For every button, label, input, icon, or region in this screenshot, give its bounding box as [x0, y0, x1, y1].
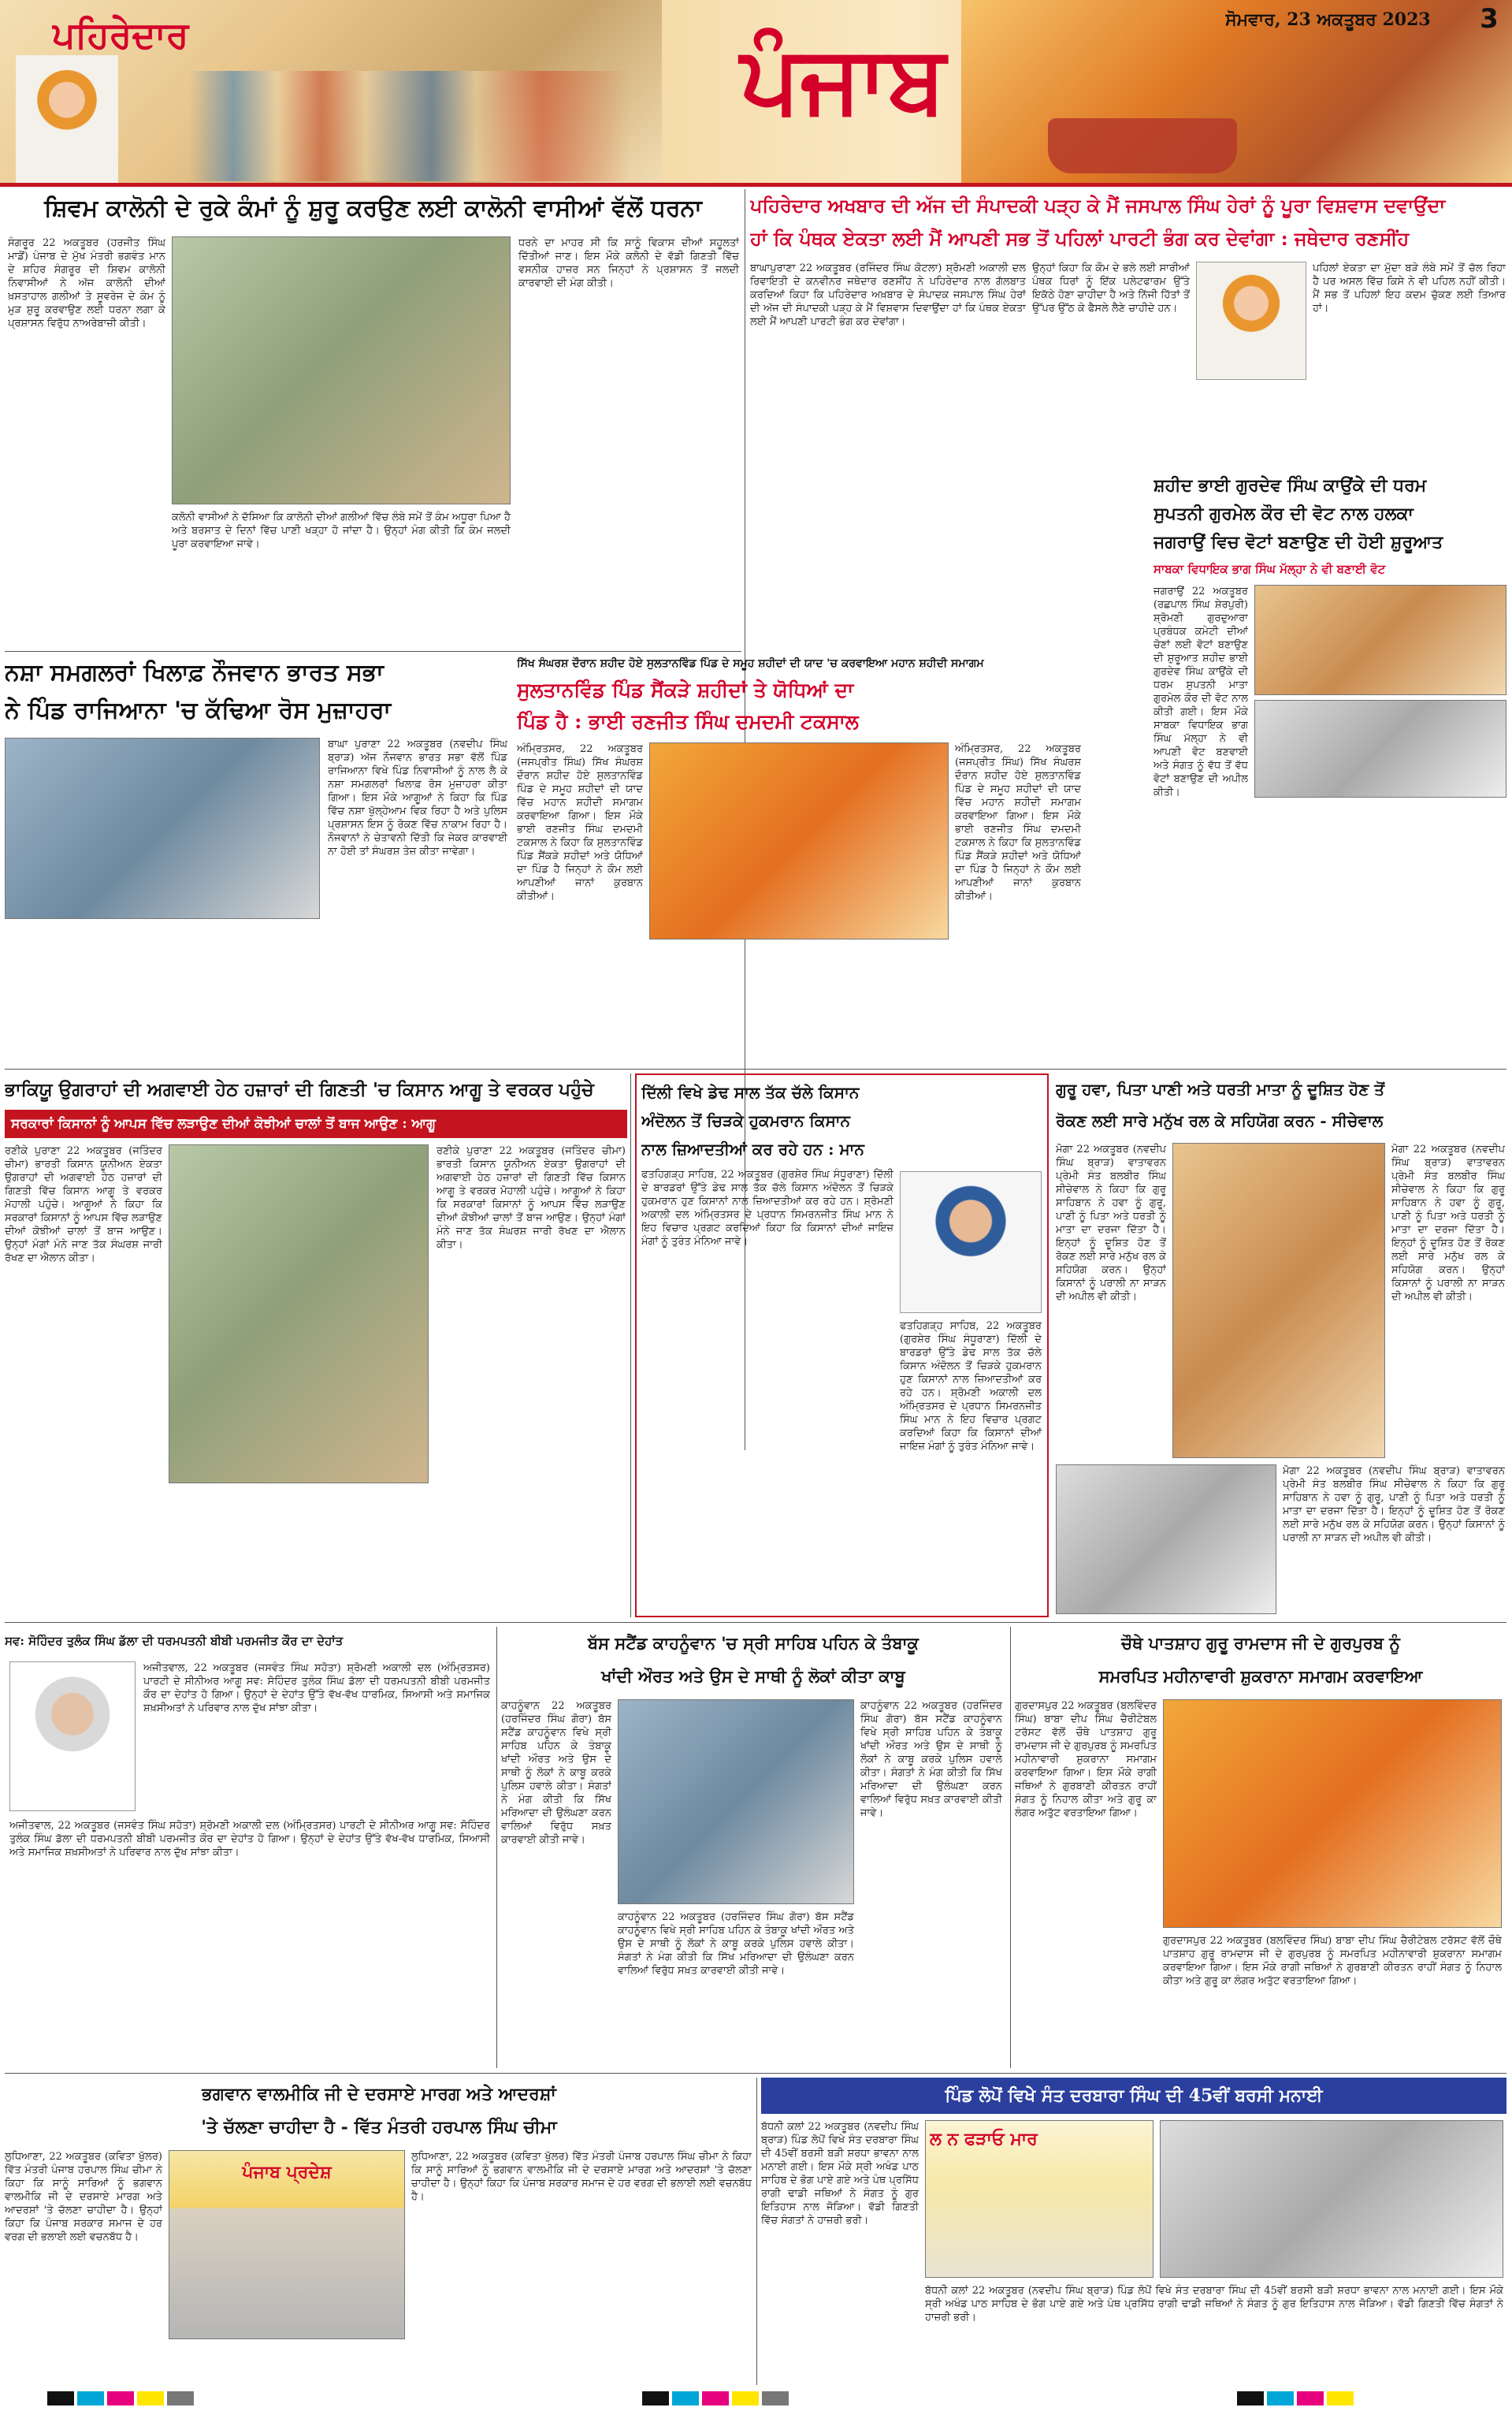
- section-title: ਪੰਜਾਬ: [740, 24, 946, 133]
- headline: ਸ਼ਹੀਦ ਭਾਈ ਗੁਰਦੇਵ ਸਿੰਘ ਕਾਉਂਕੇ ਦੀ ਧਰਮ: [1154, 475, 1427, 496]
- headline: ਨਸ਼ਾ ਸਮਗਲਰਾਂ ਖਿਲਾਫ਼ ਨੌਜਵਾਨ ਭਾਰਤ ਸਭਾ: [5, 659, 384, 686]
- headline: ਸਵ: ਸੋਹਿੰਦਰ ਤੁਲੰਕ ਸਿੰਘ ਡੱਲਾ ਦੀ ਧਰਮਪਤਨੀ ਬੀਬੀ ਪਰਮਜੀਤ ਕੌਰ ਦਾ ਦੇਹਾਂਤ: [5, 1634, 344, 1648]
- article-body: ਰਣੀਕੇ ਪੁਰਾਣਾ 22 ਅਕਤੂਬਰ (ਜਤਿੰਦਰ ਚੀਮਾ) ਭਾਰਤੀ ਕਿਸਾਨ ਯੂਨੀਅਨ ਏਕਤਾ ਉਗਰਾਹਾਂ ਦੀ ਅਗਵਾਈ ਹੇਠ ਹਜ਼ਾਰਾਂ ਦੀ ਗਿਣਤੀ ਵਿੱਚ ਕਿਸਾਨ ਆਗੂ ਤੇ ਵਰਕਰ ਮੋਹਾਲੀ ਪਹੁੰਚੇ। ਆਗੂਆਂ ਨੇ ਕਿਹਾ ਕਿ ਸਰਕਾਰਾਂ ਕਿਸਾਨਾਂ ਨੂੰ ਆਪਸ ਵਿੱਚ ਲੜਾਉਣ ਦੀਆਂ ਕੋਝੀਆਂ ਚਾਲਾਂ ਤੋਂ ਬਾਜ ਆਉਣ। ਉਨ੍ਹਾਂ ਮੰਗਾਂ ਮੰਨੇ ਜਾਣ ਤੱਕ ਸੰਘਰਸ਼ ਜਾਰੀ ਰੱਖਣ ਦਾ ਐਲਾਨ ਕੀਤਾ।: [5, 1145, 162, 1264]
- headline: ਦਿੱਲੀ ਵਿਖੇ ਡੇਢ ਸਾਲ ਤੱਕ ਚੱਲੇ ਕਿਸਾਨ: [641, 1083, 860, 1102]
- article-obituary: [5, 1627, 493, 2068]
- article-body: ਕਾਹਨੂੰਵਾਨ 22 ਅਕਤੂਬਰ (ਹਰਜਿੰਦਰ ਸਿੰਘ ਗੋਰਾ) ਬੱਸ ਸਟੈਂਡ ਕਾਹਨੂੰਵਾਨ ਵਿਖੇ ਸ੍ਰੀ ਸਾਹਿਬ ਪਹਿਨ ਕੇ ਤੰਬਾਕੂ ਖਾਂਦੀ ਔਰਤ ਅਤੇ ਉਸ ਦੇ ਸਾਥੀ ਨੂੰ ਲੋਕਾਂ ਨੇ ਕਾਬੂ ਕਰਕੇ ਪੁਲਿਸ ਹਵਾਲੇ ਕੀਤਾ। ਸੰਗਤਾਂ ਨੇ ਮੰਗ ਕੀਤੀ ਕਿ ਸਿੱਖ ਮਰਿਆਦਾ ਦੀ ਉਲੰਘਣਾ ਕਰਨ ਵਾਲਿਆਂ ਵਿਰੁੱਧ ਸਖ਼ਤ ਕਾਰਵਾਈ ਕੀਤੀ ਜਾਵੇ।: [860, 1700, 1002, 1819]
- masthead: [0, 0, 1512, 183]
- headline: 'ਤੇ ਚੱਲਣਾ ਚਾਹੀਦਾ ਹੈ - ਵਿੱਤ ਮੰਤਰੀ ਹਰਪਾਲ ਸਿੰਘ ਚੀਮਾ: [201, 2117, 557, 2138]
- article-body: ਅੰਮ੍ਰਿਤਸਰ, 22 ਅਕਤੂਬਰ (ਜਸਪ੍ਰੀਤ ਸਿੰਘ) ਸਿੱਖ ਸੰਘਰਸ਼ ਦੌਰਾਨ ਸ਼ਹੀਦ ਹੋਏ ਸੁਲਤਾਨਵਿੰਡ ਪਿੰਡ ਦੇ ਸਮੂਹ ਸ਼ਹੀਦਾਂ ਦੀ ਯਾਦ ਵਿੱਚ ਮਹਾਨ ਸ਼ਹੀਦੀ ਸਮਾਗਮ ਕਰਵਾਇਆ ਗਿਆ। ਇਸ ਮੌਕੇ ਭਾਈ ਰਣਜੀਤ ਸਿੰਘ ਦਮਦਮੀ ਟਕਸਾਲ ਨੇ ਕਿਹਾ ਕਿ ਸੁਲਤਾਨਵਿੰਡ ਪਿੰਡ ਸੈਂਕੜੇ ਸ਼ਹੀਦਾਂ ਅਤੇ ਯੋਧਿਆਂ ਦਾ ਪਿੰਡ ਹੈ ਜਿਨ੍ਹਾਂ ਨੇ ਕੌਮ ਲਈ ਆਪਣੀਆਂ ਜਾਨਾਂ ਕੁਰਬਾਨ ਕੀਤੀਆਂ।: [955, 743, 1081, 902]
- barsi-photo-sangat: [1160, 2120, 1503, 2278]
- page-number: 3: [1480, 3, 1499, 35]
- article-mann-statement: [635, 1073, 1049, 1617]
- article-shivam-colony: [5, 189, 741, 646]
- article-body: ਧਰਨੇ ਦਾ ਮਾਹਰ ਸੀ ਕਿ ਸਾਨੂੰ ਵਿਕਾਸ ਦੀਆਂ ਸਹੂਲਤਾਂ ਦਿੱਤੀਆਂ ਜਾਣ। ਇਸ ਮੌਕੇ ਕਲੋਨੀ ਦੇ ਵੱਡੀ ਗਿਣਤੀ ਵਿੱਚ ਵਸਨੀਕ ਹਾਜ਼ਰ ਸਨ ਜਿਨ੍ਹਾਂ ਨੇ ਪ੍ਰਸ਼ਾਸਨ ਤੋਂ ਜਲਦੀ ਕਾਰਵਾਈ ਦੀ ਮੰਗ ਕੀਤੀ।: [518, 237, 739, 289]
- rally-photo: [5, 738, 320, 919]
- article-body: ਕਾਹਨੂੰਵਾਨ 22 ਅਕਤੂਬਰ (ਹਰਜਿੰਦਰ ਸਿੰਘ ਗੋਰਾ) ਬੱਸ ਸਟੈਂਡ ਕਾਹਨੂੰਵਾਨ ਵਿਖੇ ਸ੍ਰੀ ਸਾਹਿਬ ਪਹਿਨ ਕੇ ਤੰਬਾਕੂ ਖਾਂਦੀ ਔਰਤ ਅਤੇ ਉਸ ਦੇ ਸਾਥੀ ਨੂੰ ਲੋਕਾਂ ਨੇ ਕਾਬੂ ਕਰਕੇ ਪੁਲਿਸ ਹਵਾਲੇ ਕੀਤਾ। ਸੰਗਤਾਂ ਨੇ ਮੰਗ ਕੀਤੀ ਕਿ ਸਿੱਖ ਮਰਿਆਦਾ ਦੀ ਉਲੰਘਣਾ ਕਰਨ ਵਾਲਿਆਂ ਵਿਰੁੱਧ ਸਖ਼ਤ ਕਾਰਵਾਈ ਕੀਤੀ ਜਾਵੇ।: [618, 1911, 854, 1977]
- article-lopon-barsi: [761, 2078, 1506, 2385]
- article-body: ਅਜੀਤਵਾਲ, 22 ਅਕਤੂਬਰ (ਜਸਵੰਤ ਸਿੰਘ ਸਹੋਤਾ) ਸ਼੍ਰੋਮਣੀ ਅਕਾਲੀ ਦਲ (ਅੰਮ੍ਰਿਤਸਰ) ਪਾਰਟੀ ਦੇ ਸੀਨੀਅਰ ਆਗੂ ਸਵ: ਸੋਹਿੰਦਰ ਤੁਲੰਕ ਸਿੰਘ ਡੱਲਾ ਦੀ ਧਰਮਪਤਨੀ ਬੀਬੀ ਪਰਮਜੀਤ ਕੌਰ ਦਾ ਦੇਹਾਂਤ ਹੋ ਗਿਆ। ਉਨ੍ਹਾਂ ਦੇ ਦੇਹਾਂਤ ਉੱਤੇ ਵੱਖ-ਵੱਖ ਧਾਰਮਿਕ, ਸਿਆਸੀ ਅਤੇ ਸਮਾਜਿਕ ਸ਼ਖ਼ਸੀਅਤਾਂ ਨੇ ਪਰਿਵਾਰ ਨਾਲ ਦੁੱਖ ਸਾਂਝਾ ਕੀਤਾ।: [143, 1662, 490, 1714]
- headline: ਰੋਕਣ ਲਈ ਸਾਰੇ ਮਨੁੱਖ ਰਲ ਕੇ ਸਹਿਯੋਗ ਕਰਨ - ਸੀਚੇਵਾਲ: [1056, 1111, 1384, 1130]
- subhead-band: ਸਰਕਾਰਾਂ ਕਿਸਾਨਾਂ ਨੂੰ ਆਪਸ ਵਿੱਚ ਲੜਾਉਣ ਦੀਆਂ ਕੋਝੀਆਂ ਚਾਲਾਂ ਤੋਂ ਬਾਜ ਆਉਣ : ਆਗੂ: [5, 1110, 627, 1138]
- article-body: ਅੰਮ੍ਰਿਤਸਰ, 22 ਅਕਤੂਬਰ (ਜਸਪ੍ਰੀਤ ਸਿੰਘ) ਸਿੱਖ ਸੰਘਰਸ਼ ਦੌਰਾਨ ਸ਼ਹੀਦ ਹੋਏ ਸੁਲਤਾਨਵਿੰਡ ਪਿੰਡ ਦੇ ਸਮੂਹ ਸ਼ਹੀਦਾਂ ਦੀ ਯਾਦ ਵਿੱਚ ਮਹਾਨ ਸ਼ਹੀਦੀ ਸਮਾਗਮ ਕਰਵਾਇਆ ਗਿਆ। ਇਸ ਮੌਕੇ ਭਾਈ ਰਣਜੀਤ ਸਿੰਘ ਦਮਦਮੀ ਟਕਸਾਲ ਨੇ ਕਿਹਾ ਕਿ ਸੁਲਤਾਨਵਿੰਡ ਪਿੰਡ ਸੈਂਕੜੇ ਸ਼ਹੀਦਾਂ ਅਤੇ ਯੋਧਿਆਂ ਦਾ ਪਿੰਡ ਹੈ ਜਿਨ੍ਹਾਂ ਨੇ ਕੌਮ ਲਈ ਆਪਣੀਆਂ ਜਾਨਾਂ ਕੁਰਬਾਨ ਕੀਤੀਆਂ।: [517, 743, 643, 902]
- valmiki-banner: ਪੰਜਾਬ ਪ੍ਰਦੇਸ਼: [242, 2162, 332, 2182]
- article-body: ਫਤਹਿਗੜ੍ਹ ਸਾਹਿਬ, 22 ਅਕਤੂਬਰ (ਗੁਰਸ਼ੇਰ ਸਿੰਘ ਸੰਧੂਰਾਣਾ) ਦਿੱਲੀ ਦੇ ਬਾਰਡਰਾਂ ਉੱਤੇ ਡੇਢ ਸਾਲ ਤੱਕ ਚੱਲੇ ਕਿਸਾਨ ਅੰਦੋਲਨ ਤੋਂ ਚਿੜਕੇ ਹੁਕਮਰਾਨ ਹੁਣ ਕਿਸਾਨਾਂ ਨਾਲ ਜ਼ਿਆਦਤੀਆਂ ਕਰ ਰਹੇ ਹਨ। ਸ਼੍ਰੋਮਣੀ ਅਕਾਲੀ ਦਲ ਅੰਮ੍ਰਿਤਸਰ ਦੇ ਪ੍ਰਧਾਨ ਸਿਮਰਨਜੀਤ ਸਿੰਘ ਮਾਨ ਨੇ ਇਹ ਵਿਚਾਰ ਪ੍ਰਗਟ ਕਰਦਿਆਂ ਕਿਹਾ ਕਿ ਕਿਸਾਨਾਂ ਦੀਆਂ ਜਾਇਜ਼ ਮੰਗਾਂ ਨੂੰ ਤੁਰੰਤ ਮੰਨਿਆ ਜਾਵੇ।: [641, 1169, 893, 1248]
- article-guru-ramdas: [1015, 1627, 1506, 2068]
- farmers-photo: [169, 1144, 429, 1483]
- article-body: ਫਤਹਿਗੜ੍ਹ ਸਾਹਿਬ, 22 ਅਕਤੂਬਰ (ਗੁਰਸ਼ੇਰ ਸਿੰਘ ਸੰਧੂਰਾਣਾ) ਦਿੱਲੀ ਦੇ ਬਾਰਡਰਾਂ ਉੱਤੇ ਡੇਢ ਸਾਲ ਤੱਕ ਚੱਲੇ ਕਿਸਾਨ ਅੰਦੋਲਨ ਤੋਂ ਚਿੜਕੇ ਹੁਕਮਰਾਨ ਹੁਣ ਕਿਸਾਨਾਂ ਨਾਲ ਜ਼ਿਆਦਤੀਆਂ ਕਰ ਰਹੇ ਹਨ। ਸ਼੍ਰੋਮਣੀ ਅਕਾਲੀ ਦਲ ਅੰਮ੍ਰਿਤਸਰ ਦੇ ਪ੍ਰਧਾਨ ਸਿਮਰਨਜੀਤ ਸਿੰਘ ਮਾਨ ਨੇ ਇਹ ਵਿਚਾਰ ਪ੍ਰਗਟ ਕਰਦਿਆਂ ਕਿਹਾ ਕਿ ਕਿਸਾਨਾਂ ਦੀਆਂ ਜਾਇਜ਼ ਮੰਗਾਂ ਨੂੰ ਤੁਰੰਤ ਮੰਨਿਆ ਜਾਵੇ।: [900, 1320, 1042, 1453]
- column-divider: [1010, 1627, 1011, 2068]
- article-body: ਮੋਗਾ 22 ਅਕਤੂਬਰ (ਨਵਦੀਪ ਸਿੰਘ ਬ੍ਰਾੜ) ਵਾਤਾਵਰਨ ਪ੍ਰੇਮੀ ਸੰਤ ਬਲਬੀਰ ਸਿੰਘ ਸੀਚੇਵਾਲ ਨੇ ਕਿਹਾ ਕਿ ਗੁਰੂ ਸਾਹਿਬਾਨ ਨੇ ਹਵਾ ਨੂੰ ਗੁਰੂ, ਪਾਣੀ ਨੂੰ ਪਿਤਾ ਅਤੇ ਧਰਤੀ ਨੂੰ ਮਾਤਾ ਦਾ ਦਰਜਾ ਦਿੱਤਾ ਹੈ। ਇਨ੍ਹਾਂ ਨੂੰ ਦੂਸ਼ਿਤ ਹੋਣ ਤੋਂ ਰੋਕਣ ਲਈ ਸਾਰੇ ਮਨੁੱਖ ਰਲ ਕੇ ਸਹਿਯੋਗ ਕਰਨ। ਉਨ੍ਹਾਂ ਕਿਸਾਨਾਂ ਨੂੰ ਪਰਾਲੀ ਨਾ ਸਾੜਨ ਦੀ ਅਪੀਲ ਵੀ ਕੀਤੀ।: [1056, 1144, 1166, 1303]
- masthead-tractor: [1048, 118, 1237, 173]
- row-divider: [5, 651, 741, 652]
- article-body: ਬੱਧਨੀ ਕਲਾਂ 22 ਅਕਤੂਬਰ (ਨਵਦੀਪ ਸਿੰਘ ਬ੍ਰਾੜ) ਪਿੰਡ ਲੋਪੋਂ ਵਿਖੇ ਸੰਤ ਦਰਬਾਰਾ ਸਿੰਘ ਦੀ 45ਵੀਂ ਬਰਸੀ ਬੜੀ ਸ਼ਰਧਾ ਭਾਵਨਾ ਨਾਲ ਮਨਾਈ ਗਈ। ਇਸ ਮੌਕੇ ਸ੍ਰੀ ਅਖੰਡ ਪਾਠ ਸਾਹਿਬ ਦੇ ਭੋਗ ਪਾਏ ਗਏ ਅਤੇ ਪੰਥ ਪ੍ਰਸਿੱਧ ਰਾਗੀ ਢਾਡੀ ਜਥਿਆਂ ਨੇ ਸੰਗਤ ਨੂੰ ਗੁਰ ਇਤਿਹਾਸ ਨਾਲ ਜੋੜਿਆ। ਵੱਡੀ ਗਿਣਤੀ ਵਿੱਚ ਸੰਗਤਾਂ ਨੇ ਹਾਜ਼ਰੀ ਭਰੀ।: [925, 2285, 1503, 2324]
- masthead-dancers: [189, 71, 630, 181]
- barsi-banner: ਲ ਨ ਫੜਾਓ ਮਾਰ: [930, 2129, 1038, 2149]
- column-divider: [496, 1627, 497, 2068]
- headline: ਗੁਰੂ ਹਵਾ, ਪਿਤਾ ਪਾਣੀ ਅਤੇ ਧਰਤੀ ਮਾਤਾ ਨੂੰ ਦੂਸ਼ਿਤ ਹੋਣ ਤੋਂ: [1056, 1080, 1385, 1099]
- article-body: ਲੁਧਿਆਣਾ, 22 ਅਕਤੂਬਰ (ਕਵਿਤਾ ਖੁੱਲਰ) ਵਿੱਤ ਮੰਤਰੀ ਪੰਜਾਬ ਹਰਪਾਲ ਸਿੰਘ ਚੀਮਾ ਨੇ ਕਿਹਾ ਕਿ ਸਾਨੂੰ ਸਾਰਿਆਂ ਨੂੰ ਭਗਵਾਨ ਵਾਲਮੀਕਿ ਜੀ ਦੇ ਦਰਸਾਏ ਮਾਰਗ ਅਤੇ ਆਦਰਸ਼ਾਂ 'ਤੇ ਚੱਲਣਾ ਚਾਹੀਦਾ ਹੈ। ਉਨ੍ਹਾਂ ਕਿਹਾ ਕਿ ਪੰਜਾਬ ਸਰਕਾਰ ਸਮਾਜ ਦੇ ਹਰ ਵਰਗ ਦੀ ਭਲਾਈ ਲਈ ਵਚਨਬੱਧ ਹੈ।: [411, 2151, 752, 2203]
- article-valmiki: [5, 2078, 753, 2385]
- seechewal-photo-2: [1056, 1464, 1276, 1614]
- headline: ਭਗਵਾਨ ਵਾਲਮੀਕਿ ਜੀ ਦੇ ਦਰਸਾਏ ਮਾਰਗ ਅਤੇ ਆਦਰਸ਼ਾਂ: [202, 2084, 556, 2104]
- kicker: ਸਾਬਕਾ ਵਿਧਾਇਕ ਭਾਗ ਸਿੰਘ ਮੱਲ੍ਹਾ ਨੇ ਵੀ ਬਣਾਈ ਵੋਟ: [1154, 562, 1386, 576]
- headline: ਪਿੰਡ ਹੈ : ਭਾਈ ਰਣਜੀਤ ਸਿੰਘ ਦਮਦਮੀ ਟਕਸਾਲ: [517, 710, 859, 733]
- article-body: ਰਣੀਕੇ ਪੁਰਾਣਾ 22 ਅਕਤੂਬਰ (ਜਤਿੰਦਰ ਚੀਮਾ) ਭਾਰਤੀ ਕਿਸਾਨ ਯੂਨੀਅਨ ਏਕਤਾ ਉਗਰਾਹਾਂ ਦੀ ਅਗਵਾਈ ਹੇਠ ਹਜ਼ਾਰਾਂ ਦੀ ਗਿਣਤੀ ਵਿੱਚ ਕਿਸਾਨ ਆਗੂ ਤੇ ਵਰਕਰ ਮੋਹਾਲੀ ਪਹੁੰਚੇ। ਆਗੂਆਂ ਨੇ ਕਿਹਾ ਕਿ ਸਰਕਾਰਾਂ ਕਿਸਾਨਾਂ ਨੂੰ ਆਪਸ ਵਿੱਚ ਲੜਾਉਣ ਦੀਆਂ ਕੋਝੀਆਂ ਚਾਲਾਂ ਤੋਂ ਬਾਜ ਆਉਣ। ਉਨ੍ਹਾਂ ਮੰਗਾਂ ਮੰਨੇ ਜਾਣ ਤੱਕ ਸੰਘਰਸ਼ ਜਾਰੀ ਰੱਖਣ ਦਾ ਐਲਾਨ ਕੀਤਾ।: [437, 1145, 626, 1251]
- headline: ਭਾਕਿਯੂ ਉਗਰਾਹਾਂ ਦੀ ਅਗਵਾਈ ਹੇਠ ਹਜ਼ਾਰਾਂ ਦੀ ਗਿਣਤੀ 'ਚ ਕਿਸਾਨ ਆਗੂ ਤੇ ਵਰਕਰ ਪਹੁੰਚੇ: [5, 1079, 594, 1100]
- article-body: ਬੱਧਨੀ ਕਲਾਂ 22 ਅਕਤੂਬਰ (ਨਵਦੀਪ ਸਿੰਘ ਬ੍ਰਾੜ) ਪਿੰਡ ਲੋਪੋਂ ਵਿਖੇ ਸੰਤ ਦਰਬਾਰਾ ਸਿੰਘ ਦੀ 45ਵੀਂ ਬਰਸੀ ਬੜੀ ਸ਼ਰਧਾ ਭਾਵਨਾ ਨਾਲ ਮਨਾਈ ਗਈ। ਇਸ ਮੌਕੇ ਸ੍ਰੀ ਅਖੰਡ ਪਾਠ ਸਾਹਿਬ ਦੇ ਭੋਗ ਪਾਏ ਗਏ ਅਤੇ ਪੰਥ ਪ੍ਰਸਿੱਧ ਰਾਗੀ ਢਾਡੀ ਜਥਿਆਂ ਨੇ ਸੰਗਤ ਨੂੰ ਗੁਰ ਇਤਿਹਾਸ ਨਾਲ ਜੋੜਿਆ। ਵੱਡੀ ਗਿਣਤੀ ਵਿੱਚ ਸੰਗਤਾਂ ਨੇ ਹਾਜ਼ਰੀ ਭਰੀ।: [761, 2121, 919, 2227]
- article-sultanwind: [517, 654, 1506, 1064]
- gurpurab-photo: [1163, 1699, 1502, 1928]
- article-body: ਮੋਗਾ 22 ਅਕਤੂਬਰ (ਨਵਦੀਪ ਸਿੰਘ ਬ੍ਰਾੜ) ਵਾਤਾਵਰਨ ਪ੍ਰੇਮੀ ਸੰਤ ਬਲਬੀਰ ਸਿੰਘ ਸੀਚੇਵਾਲ ਨੇ ਕਿਹਾ ਕਿ ਗੁਰੂ ਸਾਹਿਬਾਨ ਨੇ ਹਵਾ ਨੂੰ ਗੁਰੂ, ਪਾਣੀ ਨੂੰ ਪਿਤਾ ਅਤੇ ਧਰਤੀ ਨੂੰ ਮਾਤਾ ਦਾ ਦਰਜਾ ਦਿੱਤਾ ਹੈ। ਇਨ੍ਹਾਂ ਨੂੰ ਦੂਸ਼ਿਤ ਹੋਣ ਤੋਂ ਰੋਕਣ ਲਈ ਸਾਰੇ ਮਨੁੱਖ ਰਲ ਕੇ ਸਹਿਯੋਗ ਕਰਨ। ਉਨ੍ਹਾਂ ਕਿਸਾਨਾਂ ਨੂੰ ਪਰਾਲੀ ਨਾ ਸਾੜਨ ਦੀ ਅਪੀਲ ਵੀ ਕੀਤੀ।: [1391, 1144, 1505, 1303]
- article-body: ਕਲੋਨੀ ਵਾਸੀਆਂ ਨੇ ਦੱਸਿਆ ਕਿ ਕਾਲੋਨੀ ਦੀਆਂ ਗਲੀਆਂ ਵਿੱਚ ਲੰਬੇ ਸਮੇਂ ਤੋਂ ਕੰਮ ਅਧੂਰਾ ਪਿਆ ਹੈ ਅਤੇ ਬਰਸਾਤ ਦੇ ਦਿਨਾਂ ਵਿੱਚ ਪਾਣੀ ਖੜ੍ਹਾ ਹੋ ਜਾਂਦਾ ਹੈ। ਉਨ੍ਹਾਂ ਮੰਗ ਕੀਤੀ ਕਿ ਕੰਮ ਜਲਦੀ ਪੂਰਾ ਕਰਵਾਇਆ ਜਾਵੇ।: [172, 512, 511, 550]
- kicker: ਸਿੱਖ ਸੰਘਰਸ਼ ਦੌਰਾਨ ਸ਼ਹੀਦ ਹੋਏ ਸੁਲਤਾਨਵਿੰਡ ਪਿੰਡ ਦੇ ਸਮੂਹ ਸ਼ਹੀਦਾਂ ਦੀ ਯਾਦ 'ਚ ਕਰਵਾਇਆ ਮਹਾਨ ਸ਼ਹੀਦੀ ਸਮਾਗਮ: [517, 657, 984, 670]
- headline: ਜਗਰਾਉਂ ਵਿਚ ਵੋਟਾਂ ਬਣਾਉਣ ਦੀ ਹੋਈ ਸ਼ੁਰੂਆਤ: [1154, 532, 1443, 553]
- header-date: ਸੋਮਵਾਰ, 23 ਅਕਤੂਬਰ 2023: [1225, 9, 1431, 30]
- article-seechewal: [1056, 1073, 1506, 1617]
- ransinh-portrait: [1196, 262, 1306, 380]
- article-ransinh-interview: [750, 189, 1508, 465]
- article-body: ਉਨ੍ਹਾਂ ਕਿਹਾ ਕਿ ਕੌਮ ਦੇ ਭਲੇ ਲਈ ਸਾਰੀਆਂ ਪੰਥਕ ਧਿਰਾਂ ਨੂੰ ਇੱਕ ਪਲੇਟਫਾਰਮ ਉੱਤੇ ਇਕੱਠੇ ਹੋਣਾ ਚਾਹੀਦਾ ਹੈ ਅਤੇ ਨਿੱਜੀ ਹਿੱਤਾਂ ਤੋਂ ਉੱਪਰ ਉੱਠ ਕੇ ਫੈਸਲੇ ਲੈਣੇ ਚਾਹੀਦੇ ਹਨ।: [1032, 262, 1190, 314]
- brand-logo: ਪਹਿਰੇਦਾਰ: [52, 13, 189, 56]
- headline: ਸਮਰਪਿਤ ਮਹੀਨਾਵਾਰੀ ਸ਼ੁਕਰਾਨਾ ਸਮਾਗਮ ਕਰਵਾਇਆ: [1098, 1666, 1423, 1686]
- article-kahnuwan: [501, 1627, 1005, 2068]
- headline: ਬੱਸ ਸਟੈਂਡ ਕਾਹਨੂੰਵਾਨ 'ਚ ਸ੍ਰੀ ਸਾਹਿਬ ਪਹਿਨ ਕੇ ਤੰਬਾਕੂ: [587, 1633, 919, 1653]
- article-body: ਗੁਰਦਾਸਪੁਰ 22 ਅਕਤੂਬਰ (ਬਲਵਿੰਦਰ ਸਿੰਘ) ਬਾਬਾ ਦੀਪ ਸਿੰਘ ਚੈਰੀਟੇਬਲ ਟਰੱਸਟ ਵੱਲੋਂ ਚੌਥੇ ਪਾਤਸ਼ਾਹ ਗੁਰੂ ਰਾਮਦਾਸ ਜੀ ਦੇ ਗੁਰਪੁਰਬ ਨੂੰ ਸਮਰਪਿਤ ਮਹੀਨਾਵਾਰੀ ਸ਼ੁਕਰਾਨਾ ਸਮਾਗਮ ਕਰਵਾਇਆ ਗਿਆ। ਇਸ ਮੌਕੇ ਰਾਗੀ ਜਥਿਆਂ ਨੇ ਗੁਰਬਾਣੀ ਕੀਰਤਨ ਰਾਹੀਂ ਸੰਗਤ ਨੂੰ ਨਿਹਾਲ ਕੀਤਾ ਅਤੇ ਗੁਰੂ ਕਾ ਲੰਗਰ ਅਤੁੱਟ ਵਰਤਾਇਆ ਗਿਆ।: [1015, 1700, 1157, 1819]
- row-divider: [5, 1069, 1506, 1070]
- ceremony-photo: [649, 742, 949, 939]
- article-body: ਬਾਘਾ ਪੁਰਾਣਾ 22 ਅਕਤੂਬਰ (ਨਵਦੀਪ ਸਿੰਘ ਬ੍ਰਾੜ) ਅੱਜ ਨੌਜਵਾਨ ਭਾਰਤ ਸਭਾ ਵੱਲੋਂ ਪਿੰਡ ਰਾਜਿਆਨਾ ਵਿਖੇ ਪਿੰਡ ਨਿਵਾਸੀਆਂ ਨੂੰ ਨਾਲ ਲੈ ਕੇ ਨਸ਼ਾ ਸਮਗਲਰਾਂ ਖਿਲਾਫ਼ ਰੋਸ ਮੁਜ਼ਾਹਰਾ ਕੀਤਾ ਗਿਆ। ਇਸ ਮੌਕੇ ਆਗੂਆਂ ਨੇ ਕਿਹਾ ਕਿ ਪਿੰਡ ਵਿੱਚ ਨਸ਼ਾ ਖੁੱਲ੍ਹੇਆਮ ਵਿਕ ਰਿਹਾ ਹੈ ਅਤੇ ਪੁਲਿਸ ਪ੍ਰਸ਼ਾਸਨ ਇਸ ਨੂੰ ਰੋਕਣ ਵਿੱਚ ਨਾਕਾਮ ਰਿਹਾ ਹੈ। ਨੌਜਵਾਨਾਂ ਨੇ ਚੇਤਾਵਨੀ ਦਿੱਤੀ ਕਿ ਜੇਕਰ ਕਾਰਵਾਈ ਨਾ ਹੋਈ ਤਾਂ ਸੰਘਰਸ਼ ਤੇਜ਼ ਕੀਤਾ ਜਾਵੇਗਾ।: [328, 739, 507, 858]
- column-divider: [630, 1073, 631, 1617]
- headline: ਖਾਂਦੀ ਔਰਤ ਅਤੇ ਉਸ ਦੇ ਸਾਥੀ ਨੂੰ ਲੋਕਾਂ ਕੀਤਾ ਕਾਬੂ: [601, 1666, 905, 1686]
- headline-band: ਪਿੰਡ ਲੋਪੋਂ ਵਿਖੇ ਸੰਤ ਦਰਬਾਰਾ ਸਿੰਘ ਦੀ 45ਵੀਂ ਬਰਸੀ ਮਨਾਈ: [761, 2078, 1506, 2114]
- article-drug-protest: [5, 654, 509, 1064]
- obituary-portrait: [9, 1661, 136, 1811]
- headline: ਅੰਦੋਲਨ ਤੋਂ ਚਿੜਕੇ ਹੁਕਮਰਾਨ ਕਿਸਾਨ: [641, 1111, 851, 1130]
- headline: ਨਾਲ ਜ਼ਿਆਦਤੀਆਂ ਕਰ ਰਹੇ ਹਨ : ਮਾਨ: [641, 1140, 864, 1159]
- busstand-photo: [618, 1699, 854, 1904]
- headline: ਨੇ ਪਿੰਡ ਰਾਜਿਆਨਾ 'ਚ ਕੱਢਿਆ ਰੋਸ ਮੁਜ਼ਾਹਰਾ: [5, 697, 392, 724]
- headline: ਸੁਪਤਨੀ ਗੁਰਮੇਲ ਕੌਰ ਦੀ ਵੋਟ ਨਾਲ ਹਲਕਾ: [1154, 504, 1414, 524]
- article-body: ਸੰਗਰੂਰ 22 ਅਕਤੂਬਰ (ਹਰਜੀਤ ਸਿੰਘ ਮਾਡੋਂ) ਪੰਜਾਬ ਦੇ ਮੁੱਖ ਮੰਤਰੀ ਭਗਵੰਤ ਮਾਨ ਦੇ ਸ਼ਹਿਰ ਸੰਗਰੂਰ ਦੀ ਸ਼ਿਵਮ ਕਾਲੋਨੀ ਨਿਵਾਸੀਆਂ ਨੇ ਅੱਜ ਕਾਲੋਨੀ ਦੀਆਂ ਖ਼ਸਤਾਹਾਲ ਗਲੀਆਂ ਤੇ ਸੂਵਰੇਜ ਦੇ ਕੰਮ ਨੂੰ ਮੁੜ ਸ਼ੁਰੂ ਕਰਵਾਉਣ ਲਈ ਧਰਨਾ ਲਗਾ ਕੇ ਪ੍ਰਸ਼ਾਸਨ ਵਿਰੁੱਧ ਨਾਅਰੇਬਾਜ਼ੀ ਕੀਤੀ।: [8, 237, 165, 329]
- headline: ਪਹਿਰੇਦਾਰ ਅਖਬਾਰ ਦੀ ਅੱਜ ਦੀ ਸੰਪਾਦਕੀ ਪੜ੍ਹ ਕੇ ਮੈਂ ਜਸਪਾਲ ਸਿੰਘ ਹੇਰਾਂ ਨੂੰ ਪੂਰਾ ਵਿਸ਼ਵਾਸ ਦਵਾਉਂਦਾ: [750, 194, 1446, 217]
- headline: ਚੌਥੇ ਪਾਤਸ਼ਾਹ ਗੁਰੂ ਰਾਮਦਾਸ ਜੀ ਦੇ ਗੁਰਪੁਰਬ ਨੂੰ: [1121, 1633, 1400, 1653]
- article-farmers-mohali: [5, 1073, 627, 1617]
- article-body: ਕਾਹਨੂੰਵਾਨ 22 ਅਕਤੂਬਰ (ਹਰਜਿੰਦਰ ਸਿੰਘ ਗੋਰਾ) ਬੱਸ ਸਟੈਂਡ ਕਾਹਨੂੰਵਾਨ ਵਿਖੇ ਸ੍ਰੀ ਸਾਹਿਬ ਪਹਿਨ ਕੇ ਤੰਬਾਕੂ ਖਾਂਦੀ ਔਰਤ ਅਤੇ ਉਸ ਦੇ ਸਾਥੀ ਨੂੰ ਲੋਕਾਂ ਨੇ ਕਾਬੂ ਕਰਕੇ ਪੁਲਿਸ ਹਵਾਲੇ ਕੀਤਾ। ਸੰਗਤਾਂ ਨੇ ਮੰਗ ਕੀਤੀ ਕਿ ਸਿੱਖ ਮਰਿਆਦਾ ਦੀ ਉਲੰਘਣਾ ਕਰਨ ਵਾਲਿਆਂ ਵਿਰੁੱਧ ਸਖ਼ਤ ਕਾਰਵਾਈ ਕੀਤੀ ਜਾਵੇ।: [501, 1700, 611, 1846]
- article-body: ਅਜੀਤਵਾਲ, 22 ਅਕਤੂਬਰ (ਜਸਵੰਤ ਸਿੰਘ ਸਹੋਤਾ) ਸ਼੍ਰੋਮਣੀ ਅਕਾਲੀ ਦਲ (ਅੰਮ੍ਰਿਤਸਰ) ਪਾਰਟੀ ਦੇ ਸੀਨੀਅਰ ਆਗੂ ਸਵ: ਸੋਹਿੰਦਰ ਤੁਲੰਕ ਸਿੰਘ ਡੱਲਾ ਦੀ ਧਰਮਪਤਨੀ ਬੀਬੀ ਪਰਮਜੀਤ ਕੌਰ ਦਾ ਦੇਹਾਂਤ ਹੋ ਗਿਆ। ਉਨ੍ਹਾਂ ਦੇ ਦੇਹਾਂਤ ਉੱਤੇ ਵੱਖ-ਵੱਖ ਧਾਰਮਿਕ, ਸਿਆਸੀ ਅਤੇ ਸਮਾਜਿਕ ਸ਼ਖ਼ਸੀਅਤਾਂ ਨੇ ਪਰਿਵਾਰ ਨਾਲ ਦੁੱਖ ਸਾਂਝਾ ਕੀਤਾ।: [9, 1820, 490, 1858]
- article-body: ਗੁਰਦਾਸਪੁਰ 22 ਅਕਤੂਬਰ (ਬਲਵਿੰਦਰ ਸਿੰਘ) ਬਾਬਾ ਦੀਪ ਸਿੰਘ ਚੈਰੀਟੇਬਲ ਟਰੱਸਟ ਵੱਲੋਂ ਚੌਥੇ ਪਾਤਸ਼ਾਹ ਗੁਰੂ ਰਾਮਦਾਸ ਜੀ ਦੇ ਗੁਰਪੁਰਬ ਨੂੰ ਸਮਰਪਿਤ ਮਹੀਨਾਵਾਰੀ ਸ਼ੁਕਰਾਨਾ ਸਮਾਗਮ ਕਰਵਾਇਆ ਗਿਆ। ਇਸ ਮੌਕੇ ਰਾਗੀ ਜਥਿਆਂ ਨੇ ਗੁਰਬਾਣੀ ਕੀਰਤਨ ਰਾਹੀਂ ਸੰਗਤ ਨੂੰ ਨਿਹਾਲ ਕੀਤਾ ਅਤੇ ਗੁਰੂ ਕਾ ਲੰਗਰ ਅਤੁੱਟ ਵਰਤਾਇਆ ਗਿਆ।: [1163, 1935, 1502, 1987]
- article-body: ਮੋਗਾ 22 ਅਕਤੂਬਰ (ਨਵਦੀਪ ਸਿੰਘ ਬ੍ਰਾੜ) ਵਾਤਾਵਰਨ ਪ੍ਰੇਮੀ ਸੰਤ ਬਲਬੀਰ ਸਿੰਘ ਸੀਚੇਵਾਲ ਨੇ ਕਿਹਾ ਕਿ ਗੁਰੂ ਸਾਹਿਬਾਨ ਨੇ ਹਵਾ ਨੂੰ ਗੁਰੂ, ਪਾਣੀ ਨੂੰ ਪਿਤਾ ਅਤੇ ਧਰਤੀ ਨੂੰ ਮਾਤਾ ਦਾ ਦਰਜਾ ਦਿੱਤਾ ਹੈ। ਇਨ੍ਹਾਂ ਨੂੰ ਦੂਸ਼ਿਤ ਹੋਣ ਤੋਂ ਰੋਕਣ ਲਈ ਸਾਰੇ ਮਨੁੱਖ ਰਲ ਕੇ ਸਹਿਯੋਗ ਕਰਨ। ਉਨ੍ਹਾਂ ਕਿਸਾਨਾਂ ਨੂੰ ਪਰਾਲੀ ਨਾ ਸਾੜਨ ਦੀ ਅਪੀਲ ਵੀ ਕੀਤੀ।: [1283, 1465, 1505, 1544]
- mann-portrait: [900, 1171, 1042, 1313]
- protest-photo: [172, 236, 511, 504]
- masthead-woman-figure: [16, 55, 118, 183]
- headline: ਸ਼ਿਵਮ ਕਾਲੋਨੀ ਦੇ ਰੁਕੇ ਕੰਮਾਂ ਨੂੰ ਸ਼ੁਰੂ ਕਰਉਣ ਲਈ ਕਾਲੋਨੀ ਵਾਸੀਆਂ ਵੱਲੋਂ ਧਰਨਾ: [44, 195, 702, 222]
- article-body: ਲੁਧਿਆਣਾ, 22 ਅਕਤੂਬਰ (ਕਵਿਤਾ ਖੁੱਲਰ) ਵਿੱਤ ਮੰਤਰੀ ਪੰਜਾਬ ਹਰਪਾਲ ਸਿੰਘ ਚੀਮਾ ਨੇ ਕਿਹਾ ਕਿ ਸਾਨੂੰ ਸਾਰਿਆਂ ਨੂੰ ਭਗਵਾਨ ਵਾਲਮੀਕਿ ਜੀ ਦੇ ਦਰਸਾਏ ਮਾਰਗ ਅਤੇ ਆਦਰਸ਼ਾਂ 'ਤੇ ਚੱਲਣਾ ਚਾਹੀਦਾ ਹੈ। ਉਨ੍ਹਾਂ ਕਿਹਾ ਕਿ ਪੰਜਾਬ ਸਰਕਾਰ ਸਮਾਜ ਦੇ ਹਰ ਵਰਗ ਦੀ ਭਲਾਈ ਲਈ ਵਚਨਬੱਧ ਹੈ।: [5, 2151, 162, 2243]
- article-body: ਜਗਰਾਉਂ 22 ਅਕਤੂਬਰ (ਰਛਪਾਲ ਸਿੰਘ ਸ਼ੇਰਪੁਰੀ) ਸ਼੍ਰੋਮਣੀ ਗੁਰਦੁਆਰਾ ਪ੍ਰਬੰਧਕ ਕਮੇਟੀ ਦੀਆਂ ਚੋਣਾਂ ਲਈ ਵੋਟਾਂ ਬਣਾਉਣ ਦੀ ਸ਼ੁਰੂਆਤ ਸ਼ਹੀਦ ਭਾਈ ਗੁਰਦੇਵ ਸਿੰਘ ਕਾਉਂਕੇ ਦੀ ਧਰਮ ਸੁਪਤਨੀ ਮਾਤਾ ਗੁਰਮੇਲ ਕੌਰ ਦੀ ਵੋਟ ਨਾਲ ਕੀਤੀ ਗਈ। ਇਸ ਮੌਕੇ ਸਾਬਕਾ ਵਿਧਾਇਕ ਭਾਗ ਸਿੰਘ ਮੱਲ੍ਹਾ ਨੇ ਵੀ ਆਪਣੀ ਵੋਟ ਬਣਵਾਈ ਅਤੇ ਸੰਗਤ ਨੂੰ ਵੱਧ ਤੋਂ ਵੱਧ ਵੋਟਾਂ ਬਣਾਉਣ ਦੀ ਅਪੀਲ ਕੀਤੀ।: [1154, 586, 1248, 798]
- row-divider: [5, 2073, 1506, 2074]
- article-body: ਬਾਘਾਪੁਰਾਣਾ 22 ਅਕਤੂਬਰ (ਰਜਿੰਦਰ ਸਿੰਘ ਕੋਟਲਾ) ਸ਼੍ਰੋਮਣੀ ਅਕਾਲੀ ਦਲ ਰਿਵਾਇਤੀ ਦੇ ਕਨਵੀਨਰ ਜਥੇਦਾਰ ਰਣਸੀਂਹ ਨੇ ਪਹਿਰੇਦਾਰ ਨਾਲ ਗੱਲਬਾਤ ਕਰਦਿਆਂ ਕਿਹਾ ਕਿ ਪਹਿਰੇਦਾਰ ਅਖ਼ਬਾਰ ਦੇ ਸੰਪਾਦਕ ਜਸਪਾਲ ਸਿੰਘ ਹੇਰਾਂ ਦੀ ਅੱਜ ਦੀ ਸੰਪਾਦਕੀ ਪੜ੍ਹ ਕੇ ਮੈਂ ਵਿਸ਼ਵਾਸ ਦਿਵਾਉਂਦਾ ਹਾਂ ਕਿ ਪੰਥਕ ਏਕਤਾ ਲਈ ਮੈਂ ਆਪਣੀ ਪਾਰਟੀ ਭੰਗ ਕਰ ਦੇਵਾਂਗਾ।: [750, 262, 1026, 328]
- masthead-rule: [0, 183, 1512, 187]
- headline: ਹਾਂ ਕਿ ਪੰਥਕ ਏਕਤਾ ਲਈ ਮੈਂ ਆਪਣੀ ਸਭ ਤੋਂ ਪਹਿਲਾਂ ਪਾਰਟੀ ਭੰਗ ਕਰ ਦੇਵਾਂਗਾ : ਜਥੇਦਾਰ ਰਣਸੀਂਹ: [750, 227, 1410, 250]
- headline: ਸੁਲਤਾਨਵਿੰਡ ਪਿੰਡ ਸੈਂਕੜੇ ਸ਼ਹੀਦਾਂ ਤੇ ਯੋਧਿਆਂ ਦਾ: [517, 679, 854, 701]
- article-body: ਪਹਿਲਾਂ ਏਕਤਾ ਦਾ ਮੁੱਦਾ ਬੜੇ ਲੰਬੇ ਸਮੇਂ ਤੋਂ ਚੱਲ ਰਿਹਾ ਹੈ ਪਰ ਅਸਲ ਵਿੱਚ ਕਿਸੇ ਨੇ ਵੀ ਪਹਿਲ ਨਹੀਂ ਕੀਤੀ। ਮੈਂ ਸਭ ਤੋਂ ਪਹਿਲਾਂ ਇਹ ਕਦਮ ਚੁੱਕਣ ਲਈ ਤਿਆਰ ਹਾਂ।: [1313, 262, 1506, 314]
- column-divider: [756, 2078, 757, 2385]
- row-divider: [5, 1622, 1506, 1623]
- print-color-bar: [47, 2391, 1466, 2407]
- seechewal-photo: [1172, 1143, 1385, 1458]
